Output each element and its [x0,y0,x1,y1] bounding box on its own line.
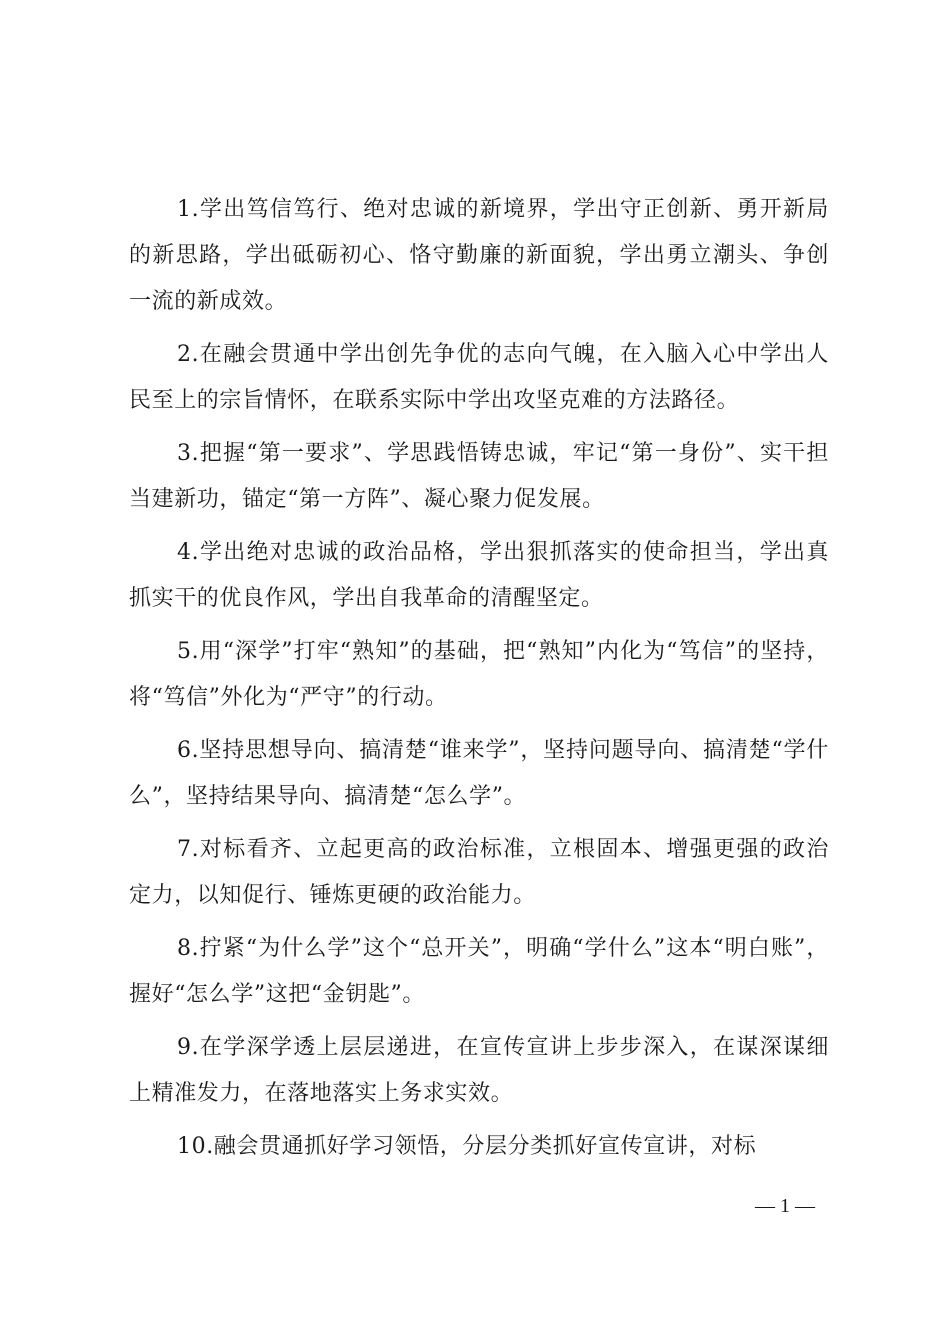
paragraph-6: 6.坚持思想导向、搞清楚“谁来学”，坚持问题导向、搞清楚“学什么”，坚持结果导向、搞清楚“怎么学”。 [129,738,829,809]
document-body [129,187,829,1177]
paragraph-4: 4.学出绝对忠诚的政治品格，学出狠抓落实的使命担当，学出真抓实干的优良作风，学出自我革命的清醒坚定。 [129,540,829,611]
page-number: — 1 — [755,1195,815,1217]
paragraph-9: 9.在学深学透上层层递进，在宣传宣讲上步步深入，在谋深谋细上精准发力，在落地落实上务求实效。 [129,1035,829,1106]
paragraph-5: 5.用“深学”打牢“熟知”的基础，把“熟知”内化为“笃信”的坚持，将“笃信”外化为“严守”的行动。 [129,639,829,710]
paragraph-1: 1.学出笃信笃行、绝对忠诚的新境界，学出守正创新、勇开新局的新思路，学出砥砺初心、恪守勤廉的新面貌，学出勇立潮头、争创一流的新成效。 [129,197,829,314]
paragraph-3: 3.把握“第一要求”、学思践悟铸忠诚，牢记“第一身份”、实干担当建新功，锚定“第一方阵”、凝心聚力促发展。 [129,441,829,512]
paragraph-2: 2.在融会贯通中学出创先争优的志向气魄，在入脑入心中学出人民至上的宗旨情怀，在联系实际中学出攻坚克难的方法路径。 [129,342,829,413]
paragraph-10: 10.融会贯通抓好学习领悟，分层分类抓好宣传宣讲，对标 [177,1134,757,1159]
paragraph-7: 7.对标看齐、立起更高的政治标准，立根固本、增强更强的政治定力，以知促行、锤炼更硬的政治能力。 [129,837,829,908]
paragraph-8: 8.拧紧“为什么学”这个“总开关”，明确“学什么”这本“明白账”，握好“怎么学”这把“金钥匙”。 [129,936,829,1007]
